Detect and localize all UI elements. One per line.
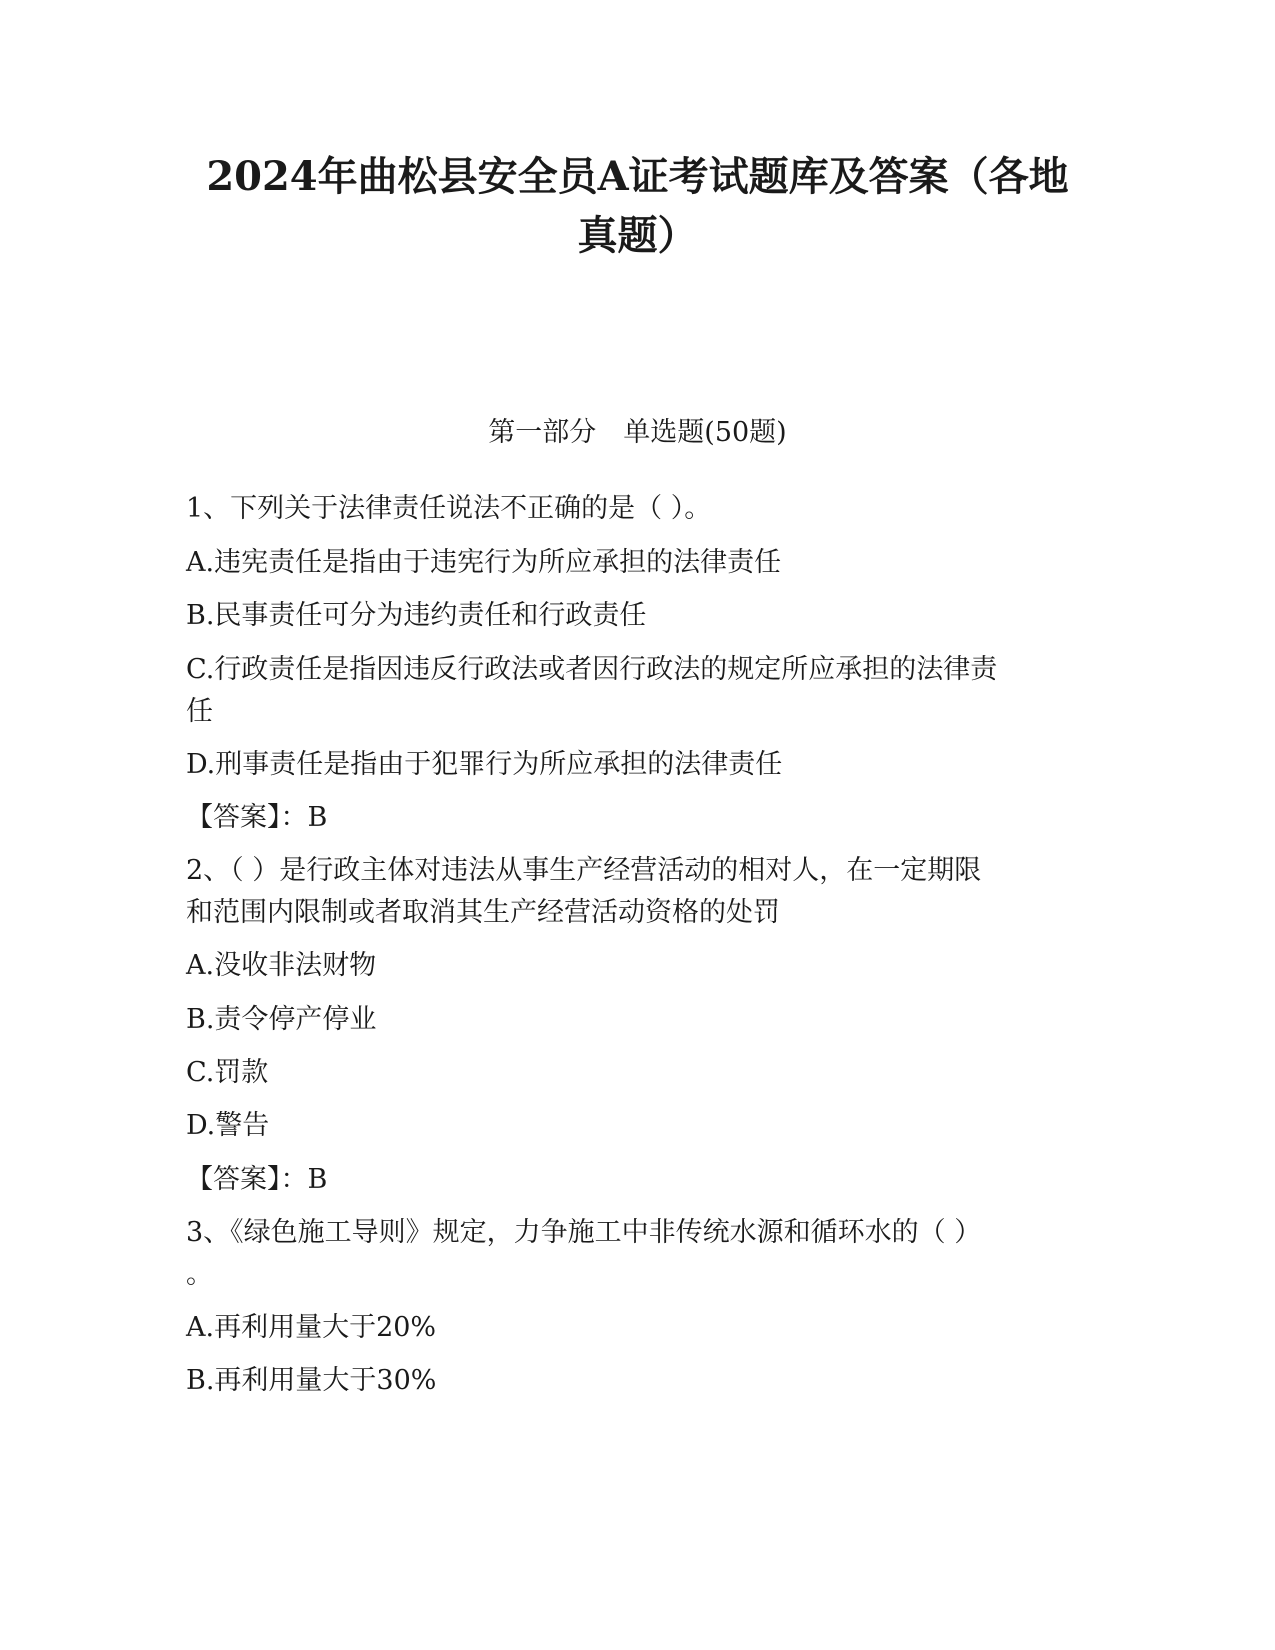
question-1-option-d: D.刑事责任是指由于犯罪行为所应承担的法律责任 (186, 749, 783, 780)
question-2-option-b: B.责令停产停业 (186, 1004, 377, 1035)
question-2-stem-continued: 和范围内限制或者取消其生产经营活动资格的处罚 (186, 897, 780, 928)
question-1-option-b: B.民事责任可分为违约责任和行政责任 (186, 600, 647, 631)
question-3-stem-continued: 。 (186, 1259, 213, 1290)
document-title-line-2: 真题） (577, 212, 698, 259)
question-3-option-b: B.再利用量大于30% (186, 1365, 437, 1396)
question-1-option-a: A.违宪责任是指由于违宪行为所应承担的法律责任 (186, 547, 782, 578)
question-2-stem: 2、（ ）是行政主体对违法从事生产经营活动的相对人，在一定期限 (186, 855, 982, 886)
question-2-answer: 【答案】：B (186, 1164, 328, 1195)
document-title-line-1: 2024年曲松县安全员A证考试题库及答案（各地 (206, 153, 1069, 200)
question-2-option-a: A.没收非法财物 (186, 950, 377, 981)
question-1-option-c: C.行政责任是指因违反行政法或者因行政法的规定所应承担的法律责 (186, 654, 998, 685)
question-1-option-c-continued: 任 (186, 696, 213, 727)
question-2-option-d: D.警告 (186, 1110, 270, 1141)
question-1-stem: 1、下列关于法律责任说法不正确的是（ ）。 (186, 493, 712, 524)
question-1-answer: 【答案】：B (186, 802, 328, 833)
question-3-option-a: A.再利用量大于20% (186, 1312, 437, 1343)
question-2-option-c: C.罚款 (186, 1057, 269, 1088)
question-3-stem: 3、《绿色施工导则》规定，力争施工中非传统水源和循环水的（ ） (186, 1217, 982, 1248)
section-heading: 第一部分 单选题(50题) (488, 417, 787, 448)
